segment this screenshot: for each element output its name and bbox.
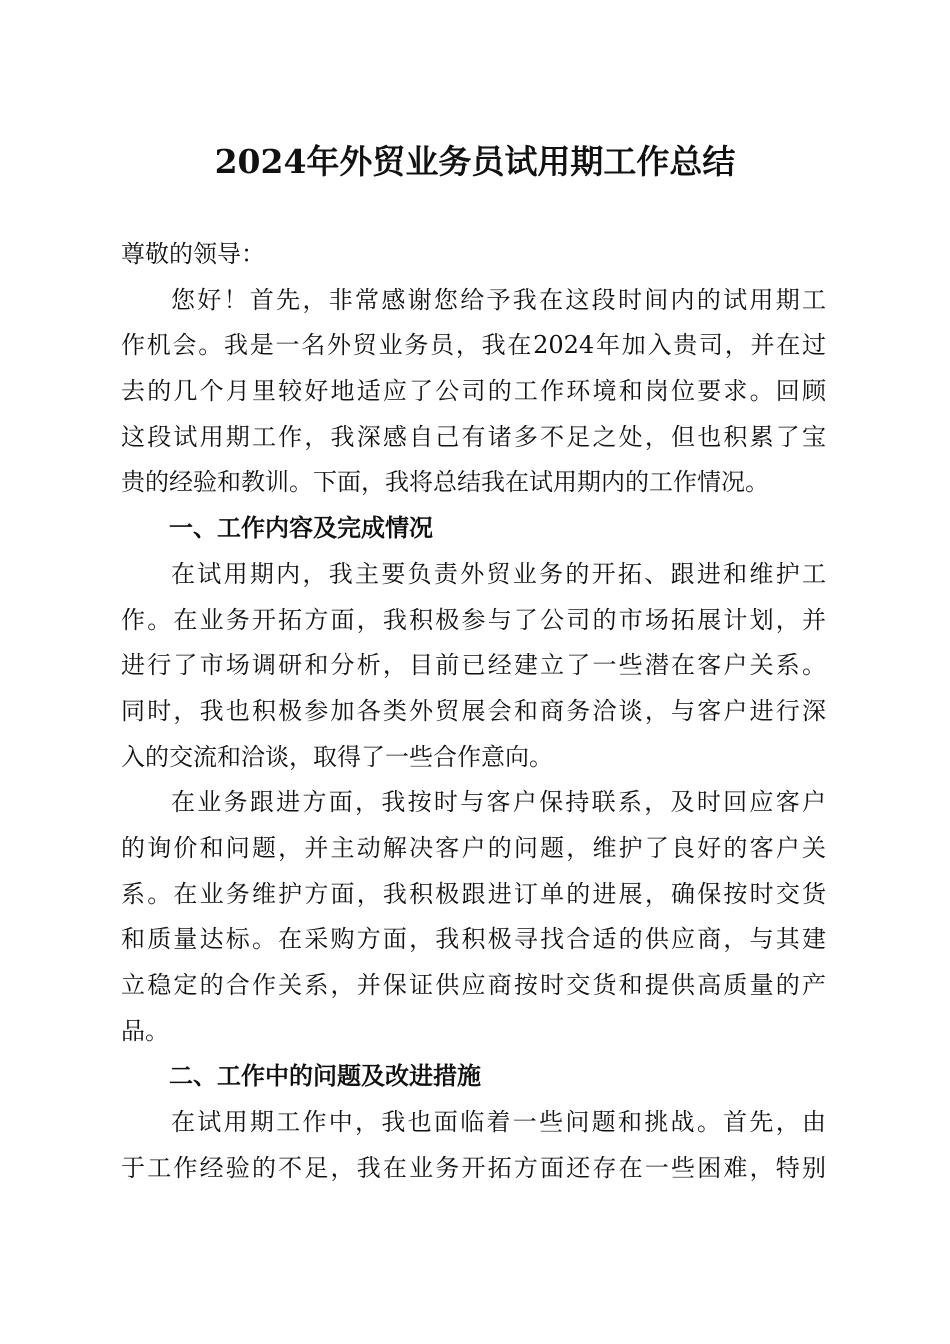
section-heading: 二、工作中的问题及改进措施 (169, 1062, 481, 1091)
paragraph-line: 在业务跟进方面，我按时与客户保持联系，及时回应客户 (171, 788, 826, 817)
paragraph-line: 作机会。我是一名外贸业务员，我在2024年加入贵司，并在过 (121, 331, 826, 360)
section-heading: 一、工作内容及完成情况 (169, 514, 433, 543)
paragraph-line: 在试用期工作中，我也面临着一些问题和挑战。首先，由 (171, 1108, 826, 1137)
document-title: 2024年外贸业务员试用期工作总结 (214, 142, 736, 181)
paragraph-line: 在试用期内，我主要负责外贸业务的开拓、跟进和维护工 (171, 559, 826, 588)
paragraph-line: 入的交流和洽谈，取得了一些合作意向。 (121, 742, 553, 771)
paragraph-line: 系。在业务维护方面，我积极跟进订单的进展，确保按时交货 (121, 879, 826, 908)
paragraph-line: 品。 (121, 1016, 169, 1045)
salutation: 尊敬的领导： (121, 240, 265, 268)
document-body (121, 232, 826, 1191)
paragraph-line: 贵的经验和教训。下面，我将总结我在试用期内的工作情况。 (121, 468, 769, 497)
paragraph-line: 和质量达标。在采购方面，我积极寻找合适的供应商，与其建 (121, 925, 826, 954)
paragraph-line: 进行了市场调研和分析，目前已经建立了一些潜在客户关系。 (121, 651, 826, 680)
paragraph-line: 这段试用期工作，我深感自己有诸多不足之处，但也积累了宝 (121, 422, 826, 451)
paragraph-line: 于工作经验的不足，我在业务开拓方面还存在一些困难，特别 (121, 1153, 826, 1182)
paragraph-line: 立稳定的合作关系，并保证供应商按时交货和提供高质量的产 (121, 971, 826, 999)
paragraph-line: 去的几个月里较好地适应了公司的工作环境和岗位要求。回顾 (121, 377, 826, 406)
paragraph-line: 同时，我也积极参加各类外贸展会和商务洽谈，与客户进行深 (121, 696, 826, 725)
paragraph-line: 作。在业务开拓方面，我积极参与了公司的市场拓展计划，并 (121, 605, 826, 634)
paragraph-line: 您好！首先，非常感谢您给予我在这段时间内的试用期工 (171, 285, 826, 314)
paragraph-line: 的询价和问题，并主动解决客户的问题，维护了良好的客户关 (121, 833, 826, 862)
